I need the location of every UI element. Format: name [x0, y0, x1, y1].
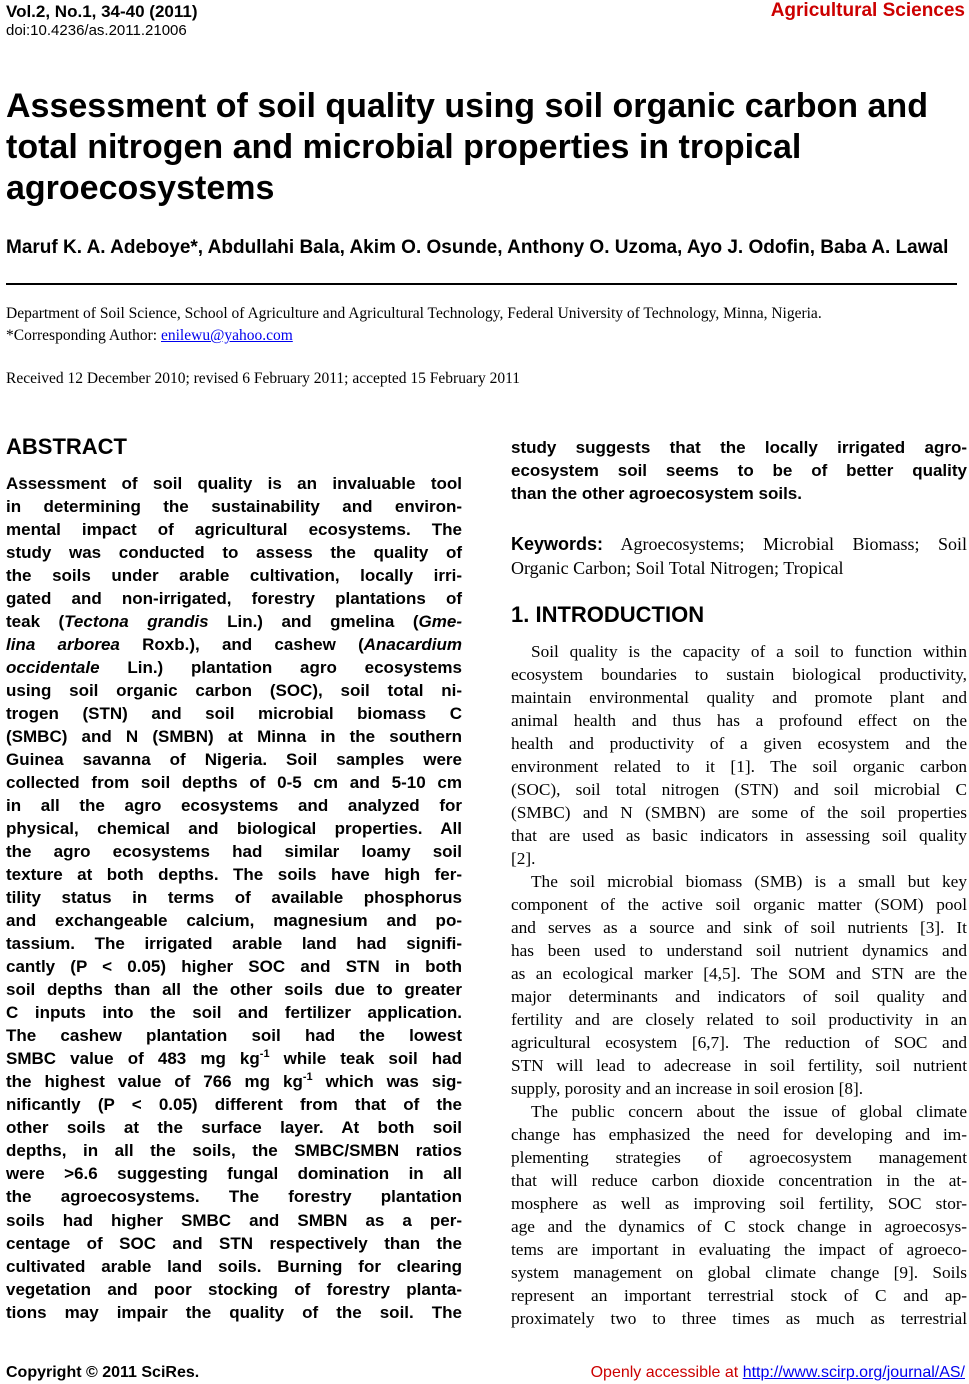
- intro-line: Soil quality is the capacity of a soil to function within: [531, 642, 967, 661]
- intro-line: change has emphasized the need for developing and im-: [511, 1125, 967, 1144]
- author-divider: [6, 283, 957, 285]
- abstract-line: Assessment of soil quality is an invaluable tool: [6, 474, 462, 493]
- abstract-continuation: [511, 436, 967, 505]
- abstract-line: study was conducted to assess the quality of: [6, 543, 462, 563]
- abstract-line: vegetation and poor stocking of forestry planta-: [6, 1279, 462, 1299]
- intro-line: component of the active soil organic matter (SOM) pool: [511, 895, 967, 914]
- abstract-line: cultivated arable land soils. Burning for clearing: [6, 1256, 462, 1276]
- abstract-line: centage of SOC and STN respectively than the: [6, 1233, 462, 1253]
- intro-line: [2].: [511, 849, 536, 868]
- affiliation-block: [6, 303, 966, 347]
- intro-line: The soil microbial biomass (SMB) is a small but key: [531, 872, 967, 891]
- abstract-line: tions may impair the quality of the soil. The: [6, 1302, 462, 1322]
- intro-line: (SMBC) and N (SMBN) are some of the soil properties: [511, 803, 967, 822]
- keywords-text: Agroecosystems; Microbial Biomass; Soil Organic Carbon; Soil Total Nitrogen; Tropical: [511, 534, 967, 578]
- received-dates: Received 12 December 2010; revised 6 February 2011; accepted 15 February 2011: [6, 370, 521, 387]
- intro-line: and serves as a source and sink of soil nutrients [3]. It: [511, 918, 967, 937]
- author-list: Maruf K. A. Adeboye*, Abdullahi Bala, Akim O. Osunde, Anthony O. Uzoma, Ayo J. Odofin, Baba A. Lawal: [6, 237, 949, 258]
- intro-line: as an ecological marker [4,5]. The SOM and STN are the: [511, 964, 967, 983]
- abstract-cont-line: than the other agroecosystem soils.: [511, 484, 802, 504]
- intro-line: supply, porosity and an increase in soil erosion [8].: [511, 1079, 864, 1098]
- abstract-line: and exchangeable calcium, magnesium and po-: [6, 911, 462, 931]
- abstract-line: The cashew plantation soil had the lowest: [6, 1026, 462, 1046]
- intro-line: agricultural ecosystem [6,7]. The reduction of SOC and: [511, 1033, 967, 1052]
- abstract-line: depths, in all the soils, the SMBC/SMBN ratios: [6, 1141, 462, 1161]
- intro-line: The public concern about the issue of global climate: [531, 1102, 967, 1121]
- intro-line: maintain environmental quality and promote plant and: [511, 688, 967, 707]
- keywords-block: [511, 532, 967, 580]
- abstract-line: nificantly (P < 0.05) different from that of the: [6, 1095, 462, 1115]
- abstract-line: soil depths than all the other soils due to greater: [6, 980, 462, 1000]
- affiliation-text: Department of Soil Science, School of Agriculture and Agricultural Technology, Federal University of Technology, Minna, Nigeria.: [6, 305, 822, 322]
- abstract-line: mental impact of agricultural ecosystems. The: [6, 520, 462, 540]
- intro-line: mosphere as well as improving soil fertility, SOC stor-: [511, 1194, 967, 1213]
- abstract-line: soils had higher SMBC and SMBN as a per-: [6, 1210, 462, 1230]
- abstract-line: other soils at the surface layer. At both soil: [6, 1118, 462, 1138]
- intro-line: has been used to understand soil nutrient dynamics and: [511, 941, 967, 960]
- abstract-cont-line: study suggests that the locally irrigated agro-: [511, 438, 967, 457]
- paper-title: Assessment of soil quality using soil organic carbon and total nitrogen and microbial properties in tropical agroecosystems: [6, 87, 928, 207]
- abstract-line: tility status in terms of available phosphorus: [6, 888, 462, 908]
- corresponding-author: [6, 325, 966, 347]
- abstract-line: trogen (STN) and soil microbial biomass C: [6, 704, 462, 724]
- abstract-line: the soils under arable cultivation, locally irri-: [6, 566, 462, 586]
- intro-line: STN will lead to adecrease in soil fertility, soil nutrient: [511, 1056, 967, 1075]
- abstract-line: (SMBC) and N (SMBN) at Minna in the southern: [6, 727, 462, 747]
- intro-line: represent an important terrestrial stock of C and ap-: [511, 1286, 967, 1305]
- abstract-line: C inputs into the soil and fertilizer application.: [6, 1003, 462, 1023]
- intro-line: ecosystem boundaries to sustain biological productivity,: [511, 665, 967, 684]
- intro-line: major determinants and indicators of soil quality and: [511, 987, 967, 1006]
- abstract-line: in determining the sustainability and environ-: [6, 497, 462, 517]
- keywords-label: Keywords:: [511, 534, 604, 554]
- abstract-line: collected from soil depths of 0-5 cm and 5-10 cm: [6, 773, 462, 793]
- intro-line: (SOC), soil total nitrogen (STN) and soil microbial C: [511, 780, 967, 799]
- intro-line: system management on global climate change [9]. Soils: [511, 1263, 967, 1282]
- intro-line: plementing strategies of agroecosystem management: [511, 1148, 967, 1167]
- abstract-line: were >6.6 suggesting fungal domination in all: [6, 1164, 462, 1184]
- abstract-line: the agro ecosystems had similar loamy soil: [6, 842, 462, 862]
- intro-line: animal health and thus has a profound effect on the: [511, 711, 967, 730]
- abstract-line: in all the agro ecosystems and analyzed for: [6, 796, 462, 816]
- journal-name: Agricultural Sciences: [770, 0, 965, 21]
- abstract-line: cantly (P < 0.05) higher SOC and STN in both: [6, 957, 462, 977]
- journal-volume-ref: Vol.2, No.1, 34-40 (2011): [6, 2, 198, 21]
- open-access-label: Openly accessible at: [590, 1364, 743, 1381]
- abstract-line: lina arborea Roxb.), and cashew (Anacardium: [6, 635, 463, 655]
- intro-line: that will reduce carbon dioxide concentration in the at-: [511, 1171, 967, 1190]
- abstract-line: occidentale Lin.) plantation agro ecosystems: [6, 658, 462, 678]
- abstract-line: Guinea savanna of Nigeria. Soil samples were: [6, 750, 462, 770]
- intro-line: proximately two to three times as much as terrestrial: [511, 1309, 967, 1328]
- abstract-line: physical, chemical and biological properties. All: [6, 819, 462, 839]
- abstract-line: SMBC value of 483 mg $kg^{-1}$ while teak soil had: [6, 1048, 463, 1069]
- open-access-notice: [591, 1364, 965, 1382]
- intro-line: fertility and are closely related to soil productivity in an: [511, 1010, 967, 1029]
- introduction-heading: 1. INTRODUCTION: [511, 602, 705, 627]
- abstract-line: using soil organic carbon (SOC), soil total ni-: [6, 681, 462, 701]
- abstract-body: [6, 472, 462, 1324]
- corresponding-email-link[interactable]: enilewu@yahoo.com: [161, 327, 293, 344]
- doi-text: doi:10.4236/as.2011.21006: [6, 22, 187, 39]
- abstract-line: tassium. The irrigated arable land had signifi-: [6, 934, 462, 954]
- intro-line: that are used as basic indicators in assessing soil quality: [511, 826, 967, 845]
- journal-url-link[interactable]: http://www.scirp.org/journal/AS/: [742, 1364, 965, 1381]
- intro-line: environment related to it [1]. The soil organic carbon: [511, 757, 967, 776]
- abstract-line: teak (Tectona grandis Lin.) and gmelina (Gme-: [6, 612, 462, 632]
- intro-line: tems are important in evaluating the impact of agroeco-: [511, 1240, 967, 1259]
- abstract-line: the highest value of 766 mg $kg^{-1}$ which was sig-: [6, 1071, 462, 1092]
- copyright-notice: Copyright © 2011 SciRes.: [6, 1364, 200, 1381]
- abstract-line: the agroecosystems. The forestry plantation: [6, 1187, 462, 1207]
- abstract-cont-line: ecosystem soil seems to be of better quality: [511, 461, 967, 481]
- abstract-heading: ABSTRACT: [6, 434, 127, 459]
- intro-line: age and the dynamics of C stock change in agroecosys-: [511, 1217, 967, 1236]
- corresponding-label: *Corresponding Author:: [6, 327, 161, 344]
- abstract-line: gated and non-irrigated, forestry plantations of: [6, 589, 462, 609]
- intro-line: health and productivity of a given ecosystem and the: [511, 734, 967, 753]
- abstract-line: texture at both depths. The soils have high fer-: [6, 865, 462, 885]
- introduction-body: [511, 640, 967, 1330]
